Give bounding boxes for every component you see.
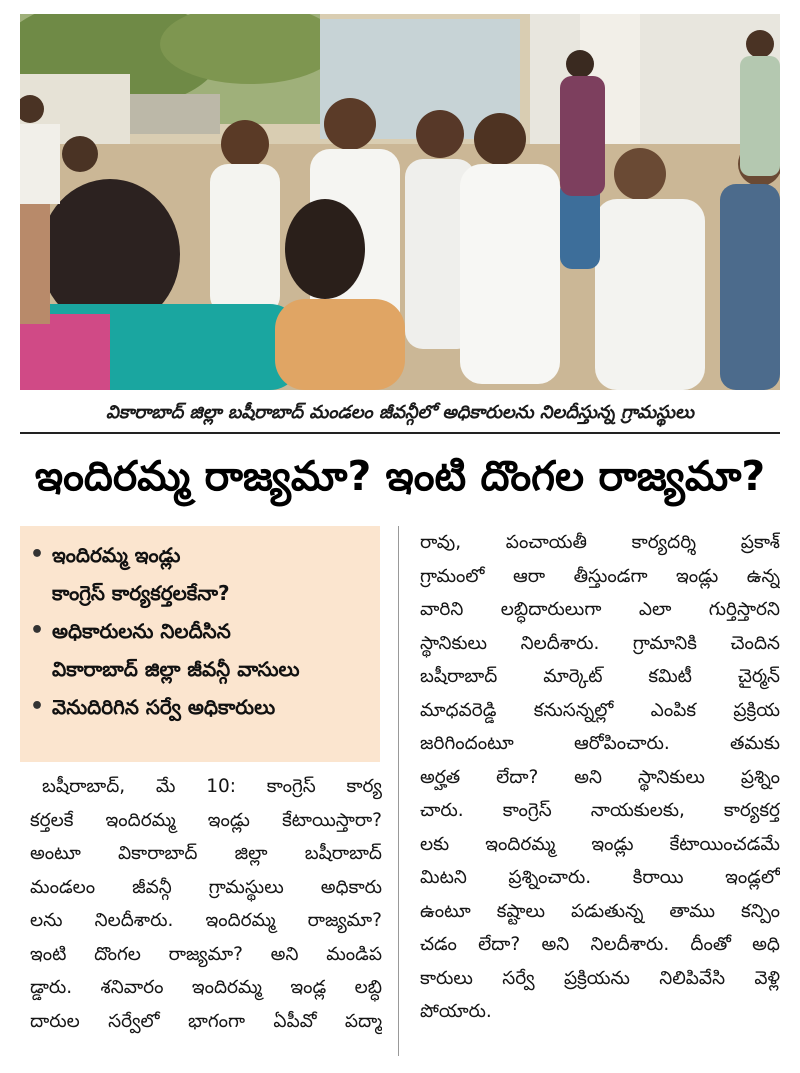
article-line: అర్హత లేదా? అని స్థానికులు ప్రశ్నిం [420, 766, 780, 788]
article-line: డ్డారు. శనివారం ఇందిరమ్మ ఇండ్ల లబ్ధి [30, 977, 382, 998]
headline: ఇందిరమ్మ రాజ్యమా? ఇంటి దొంగల రాజ్యమా? [34, 452, 766, 500]
article-line: చారు. కాంగ్రెస్ నాయకులకు, కార్యకర్త [420, 800, 780, 821]
highlight-line: వెనుదిరిగిన సర్వే అధికారులు [52, 695, 276, 719]
highlight-line: కాంగ్రెస్ కార్యకర్తలకేనా? [52, 581, 230, 605]
article-line: చడం లేదా? అని నిలదీశారు. దీంతో అధి [420, 934, 780, 955]
article-line: మిటని ప్రశ్నించారు. కిరాయి ఇండ్లలో [420, 867, 780, 888]
article-line: గ్రామంలో ఆరా తీస్తుండగా ఇండ్లు ఉన్న [420, 565, 780, 587]
article-line: లకు ఇందిరమ్మ ఇండ్లు కేటాయించడమే [420, 833, 780, 855]
article-line: కారులు సర్వే ప్రక్రియను నిలిపివేసి వెళ్లి [420, 967, 780, 989]
highlight-item [30, 688, 372, 726]
article-line: బషీరాబాద్ మార్కెట్ కమిటీ చైర్మన్ [420, 666, 780, 687]
news-photo [20, 14, 780, 390]
bullet-icon: • [30, 618, 45, 643]
highlight-line: ఇందిరమ్మ ఇండ్లు [52, 543, 181, 567]
article-line: అంటూ వికారాబాద్ జిల్లా బషీరాబాద్ [30, 843, 382, 864]
photo-illustration [20, 14, 780, 390]
article-column-left [30, 770, 382, 1038]
caption-rule [20, 432, 780, 434]
highlight-item [30, 612, 372, 688]
article-line: బషీరాబాద్, మే 10: కాంగ్రెస్ కార్య [42, 776, 382, 797]
article-line: మండలం జీవన్గీ గ్రామస్థులు అధికారు [30, 876, 382, 898]
article-line: కర్తలకే ఇందిరమ్మ ఇండ్లు కేటాయిస్తారా? [30, 809, 382, 831]
article-line: రావు, పంచాయతీ కార్యదర్శి ప్రకాశ్ [420, 532, 780, 553]
article-line: ఉంటూ కష్టాలు పడుతున్న తాము కన్పిం [420, 900, 780, 922]
highlight-item [30, 536, 372, 612]
article-line: పోయారు. [420, 1001, 492, 1022]
article-line: స్థానికులు నిలదీశారు. గ్రామానికి చెందిన [420, 632, 780, 654]
bullet-icon: • [30, 694, 45, 719]
article-line: లను నిలదీశారు. ఇందిరమ్మ రాజ్యమా? [30, 910, 382, 931]
article-line: వారిని లబ్ధిదారులుగా ఎలా గుర్తిస్తారని [420, 599, 780, 620]
article-line: దారుల సర్వేలో భాగంగా ఏపీవో పద్మా [30, 1010, 382, 1032]
highlight-line: అధికారులను నిలదీసిన [52, 619, 231, 643]
highlight-line: వికారాబాద్ జిల్లా జీవన్గీ వాసులు [52, 657, 300, 681]
photo-caption: వికారాబాద్ జిల్లా బషీరాబాద్ మండలం జీవన్గీలో అధికారులను నిలదీస్తున్న గ్రామస్థులు [106, 402, 694, 423]
highlights-box [20, 526, 380, 762]
column-divider [398, 526, 399, 1056]
bullet-icon: • [30, 542, 45, 567]
article-line: ఇంటి దొంగల రాజ్యమా? అని మండిప [30, 943, 382, 965]
article-line: జరిగిందంటూ ఆరోపించారు. తమకు [420, 733, 780, 754]
article-column-right [420, 526, 780, 1029]
article-line: మాధవరెడ్డి కనుసన్నల్లో ఎంపిక ప్రక్రియ [420, 699, 780, 721]
